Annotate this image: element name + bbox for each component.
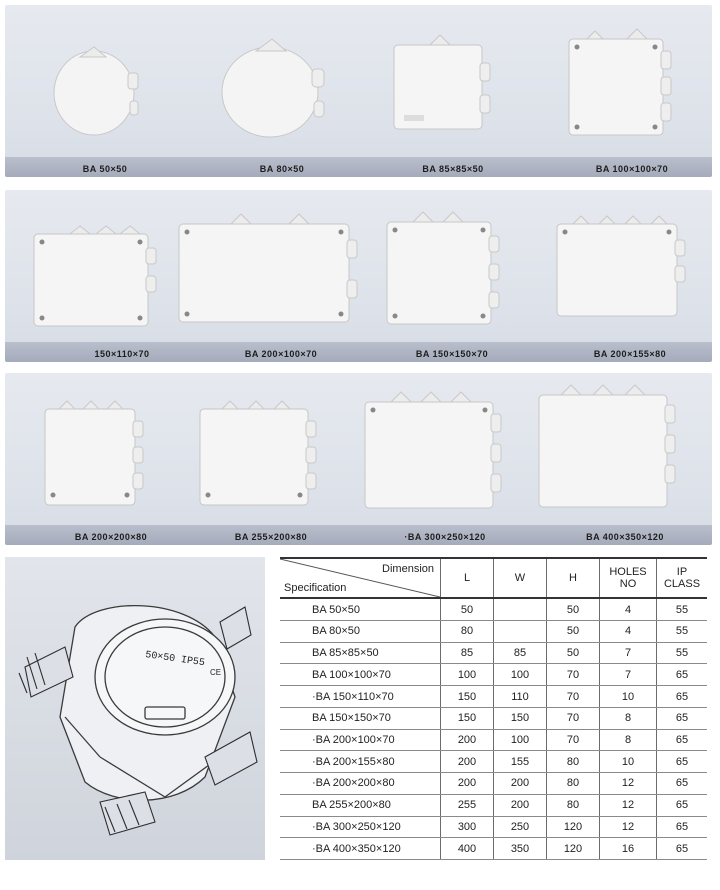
- w-cell: 200: [494, 773, 547, 795]
- junction-box-drawing-panel: [5, 557, 265, 860]
- dimension-specification-header: [280, 558, 441, 598]
- product-label: BA 100×100×70: [595, 164, 669, 174]
- spec-cell: BA 255×200×80: [280, 794, 441, 816]
- ip-class-cell: 65: [657, 816, 708, 838]
- product-panel-row-2: [5, 190, 712, 362]
- h-cell: 120: [547, 816, 600, 838]
- holes-cell: 16: [600, 838, 657, 860]
- holes-cell: 8: [600, 707, 657, 729]
- ip-class-cell: 65: [657, 729, 708, 751]
- product-panel-row-3: [5, 373, 712, 545]
- spec-cell: ·BA 300×250×120: [280, 816, 441, 838]
- holes-header-line1: HOLES: [609, 566, 647, 578]
- product-label: BA 200×200×80: [74, 532, 148, 542]
- holes-cell: 8: [600, 729, 657, 751]
- w-cell: 200: [494, 794, 547, 816]
- w-cell: 100: [494, 729, 547, 751]
- column-header-w: W: [494, 558, 547, 598]
- table-row: [280, 794, 707, 816]
- h-cell: 70: [547, 707, 600, 729]
- spec-cell: ·BA 200×155×80: [280, 751, 441, 773]
- table-row: [280, 773, 707, 795]
- ip-class-cell: 55: [657, 621, 708, 643]
- column-header-ip-class: [657, 558, 708, 598]
- w-cell: [494, 621, 547, 643]
- ip-class-cell: 65: [657, 707, 708, 729]
- holes-cell: 12: [600, 794, 657, 816]
- product-image-ba-85x85x50: [390, 35, 500, 135]
- spec-cell: BA 150×150×70: [280, 707, 441, 729]
- holes-header-line2: NO: [619, 578, 637, 590]
- table-row: [280, 838, 707, 860]
- product-image-ba-50x50: [50, 43, 140, 138]
- w-cell: 110: [494, 686, 547, 708]
- w-cell: 155: [494, 751, 547, 773]
- product-label: BA 200×155×80: [593, 349, 667, 359]
- product-label: BA 200×100×70: [244, 349, 318, 359]
- product-image-ba-200x100x70: [175, 210, 365, 325]
- product-image-150x110x70: [30, 220, 165, 330]
- table-row: [280, 642, 707, 664]
- table-row: [280, 751, 707, 773]
- table-header-row: [280, 558, 707, 598]
- product-label: BA 85×85×50: [422, 164, 484, 174]
- product-label: BA 400×350×120: [586, 532, 664, 542]
- h-cell: 70: [547, 729, 600, 751]
- spec-cell: BA 50×50: [280, 598, 441, 621]
- specification-header: Specification: [284, 582, 347, 594]
- label-bar: [5, 525, 712, 545]
- ip-class-cell: 55: [657, 642, 708, 664]
- w-cell: [494, 598, 547, 621]
- product-image-ba-200x155x80: [553, 210, 693, 325]
- lid-text: 50×50 IP55: [144, 650, 206, 670]
- product-image-ba-255x200x80: [198, 395, 328, 510]
- table-row: [280, 816, 707, 838]
- w-cell: 100: [494, 664, 547, 686]
- h-cell: 70: [547, 664, 600, 686]
- l-cell: 400: [441, 838, 494, 860]
- l-cell: 80: [441, 621, 494, 643]
- product-label: BA 255×200×80: [234, 532, 308, 542]
- junction-box-line-drawing-icon: [5, 557, 265, 860]
- h-cell: 80: [547, 773, 600, 795]
- ip-class-cell: 65: [657, 794, 708, 816]
- table-row: [280, 686, 707, 708]
- product-image-ba-400x350x120: [537, 381, 687, 511]
- h-cell: 80: [547, 794, 600, 816]
- holes-cell: 10: [600, 686, 657, 708]
- spec-cell: BA 80×50: [280, 621, 441, 643]
- product-image-ba-150x150x70: [383, 208, 508, 328]
- label-bar: [5, 342, 712, 362]
- spec-cell: ·BA 200×100×70: [280, 729, 441, 751]
- ip-class-cell: 55: [657, 598, 708, 621]
- holes-cell: 4: [600, 598, 657, 621]
- product-image-ba-100x100x70: [565, 27, 680, 137]
- ip-class-cell: 65: [657, 773, 708, 795]
- h-cell: 70: [547, 686, 600, 708]
- table-row: [280, 621, 707, 643]
- product-label: 150×110×70: [94, 349, 150, 359]
- table-row: [280, 598, 707, 621]
- l-cell: 150: [441, 707, 494, 729]
- holes-cell: 7: [600, 664, 657, 686]
- l-cell: 200: [441, 773, 494, 795]
- h-cell: 120: [547, 838, 600, 860]
- column-header-holes-no: [600, 558, 657, 598]
- ip-class-cell: 65: [657, 664, 708, 686]
- product-label: BA 150×150×70: [415, 349, 489, 359]
- product-label: BA 80×50: [259, 164, 305, 174]
- ce-mark: CE: [210, 668, 222, 677]
- holes-cell: 10: [600, 751, 657, 773]
- holes-cell: 7: [600, 642, 657, 664]
- l-cell: 200: [441, 751, 494, 773]
- holes-cell: 12: [600, 773, 657, 795]
- w-cell: 85: [494, 642, 547, 664]
- w-cell: 350: [494, 838, 547, 860]
- table-row: [280, 664, 707, 686]
- w-cell: 250: [494, 816, 547, 838]
- h-cell: 50: [547, 621, 600, 643]
- holes-cell: 12: [600, 816, 657, 838]
- product-image-ba-80x50: [220, 37, 330, 137]
- ip-class-cell: 65: [657, 686, 708, 708]
- l-cell: 255: [441, 794, 494, 816]
- l-cell: 200: [441, 729, 494, 751]
- h-cell: 80: [547, 751, 600, 773]
- table-row: [280, 707, 707, 729]
- spec-cell: ·BA 150×110×70: [280, 686, 441, 708]
- label-bar: [5, 157, 712, 177]
- product-image-ba-200x200x80: [43, 395, 153, 510]
- ip-class-cell: 65: [657, 751, 708, 773]
- ip-header-line2: CLASS: [663, 578, 701, 590]
- product-panel-row-1: [5, 5, 712, 177]
- specification-table: [280, 557, 707, 860]
- h-cell: 50: [547, 642, 600, 664]
- spec-cell: ·BA 200×200×80: [280, 773, 441, 795]
- spec-cell: ·BA 400×350×120: [280, 838, 441, 860]
- product-label: ·BA 300×250×120: [404, 532, 486, 542]
- w-cell: 150: [494, 707, 547, 729]
- spec-cell: BA 100×100×70: [280, 664, 441, 686]
- h-cell: 50: [547, 598, 600, 621]
- ip-class-cell: 65: [657, 838, 708, 860]
- l-cell: 100: [441, 664, 494, 686]
- table-row: [280, 729, 707, 751]
- holes-cell: 4: [600, 621, 657, 643]
- l-cell: 50: [441, 598, 494, 621]
- column-header-h: H: [547, 558, 600, 598]
- l-cell: 85: [441, 642, 494, 664]
- l-cell: 300: [441, 816, 494, 838]
- column-header-l: L: [441, 558, 494, 598]
- product-image-ba-300x250x120: [363, 388, 513, 513]
- ip-header-line1: IP: [676, 566, 688, 578]
- dimension-header: Dimension: [382, 563, 434, 575]
- spec-cell: BA 85×85×50: [280, 642, 441, 664]
- product-label: BA 50×50: [82, 164, 128, 174]
- l-cell: 150: [441, 686, 494, 708]
